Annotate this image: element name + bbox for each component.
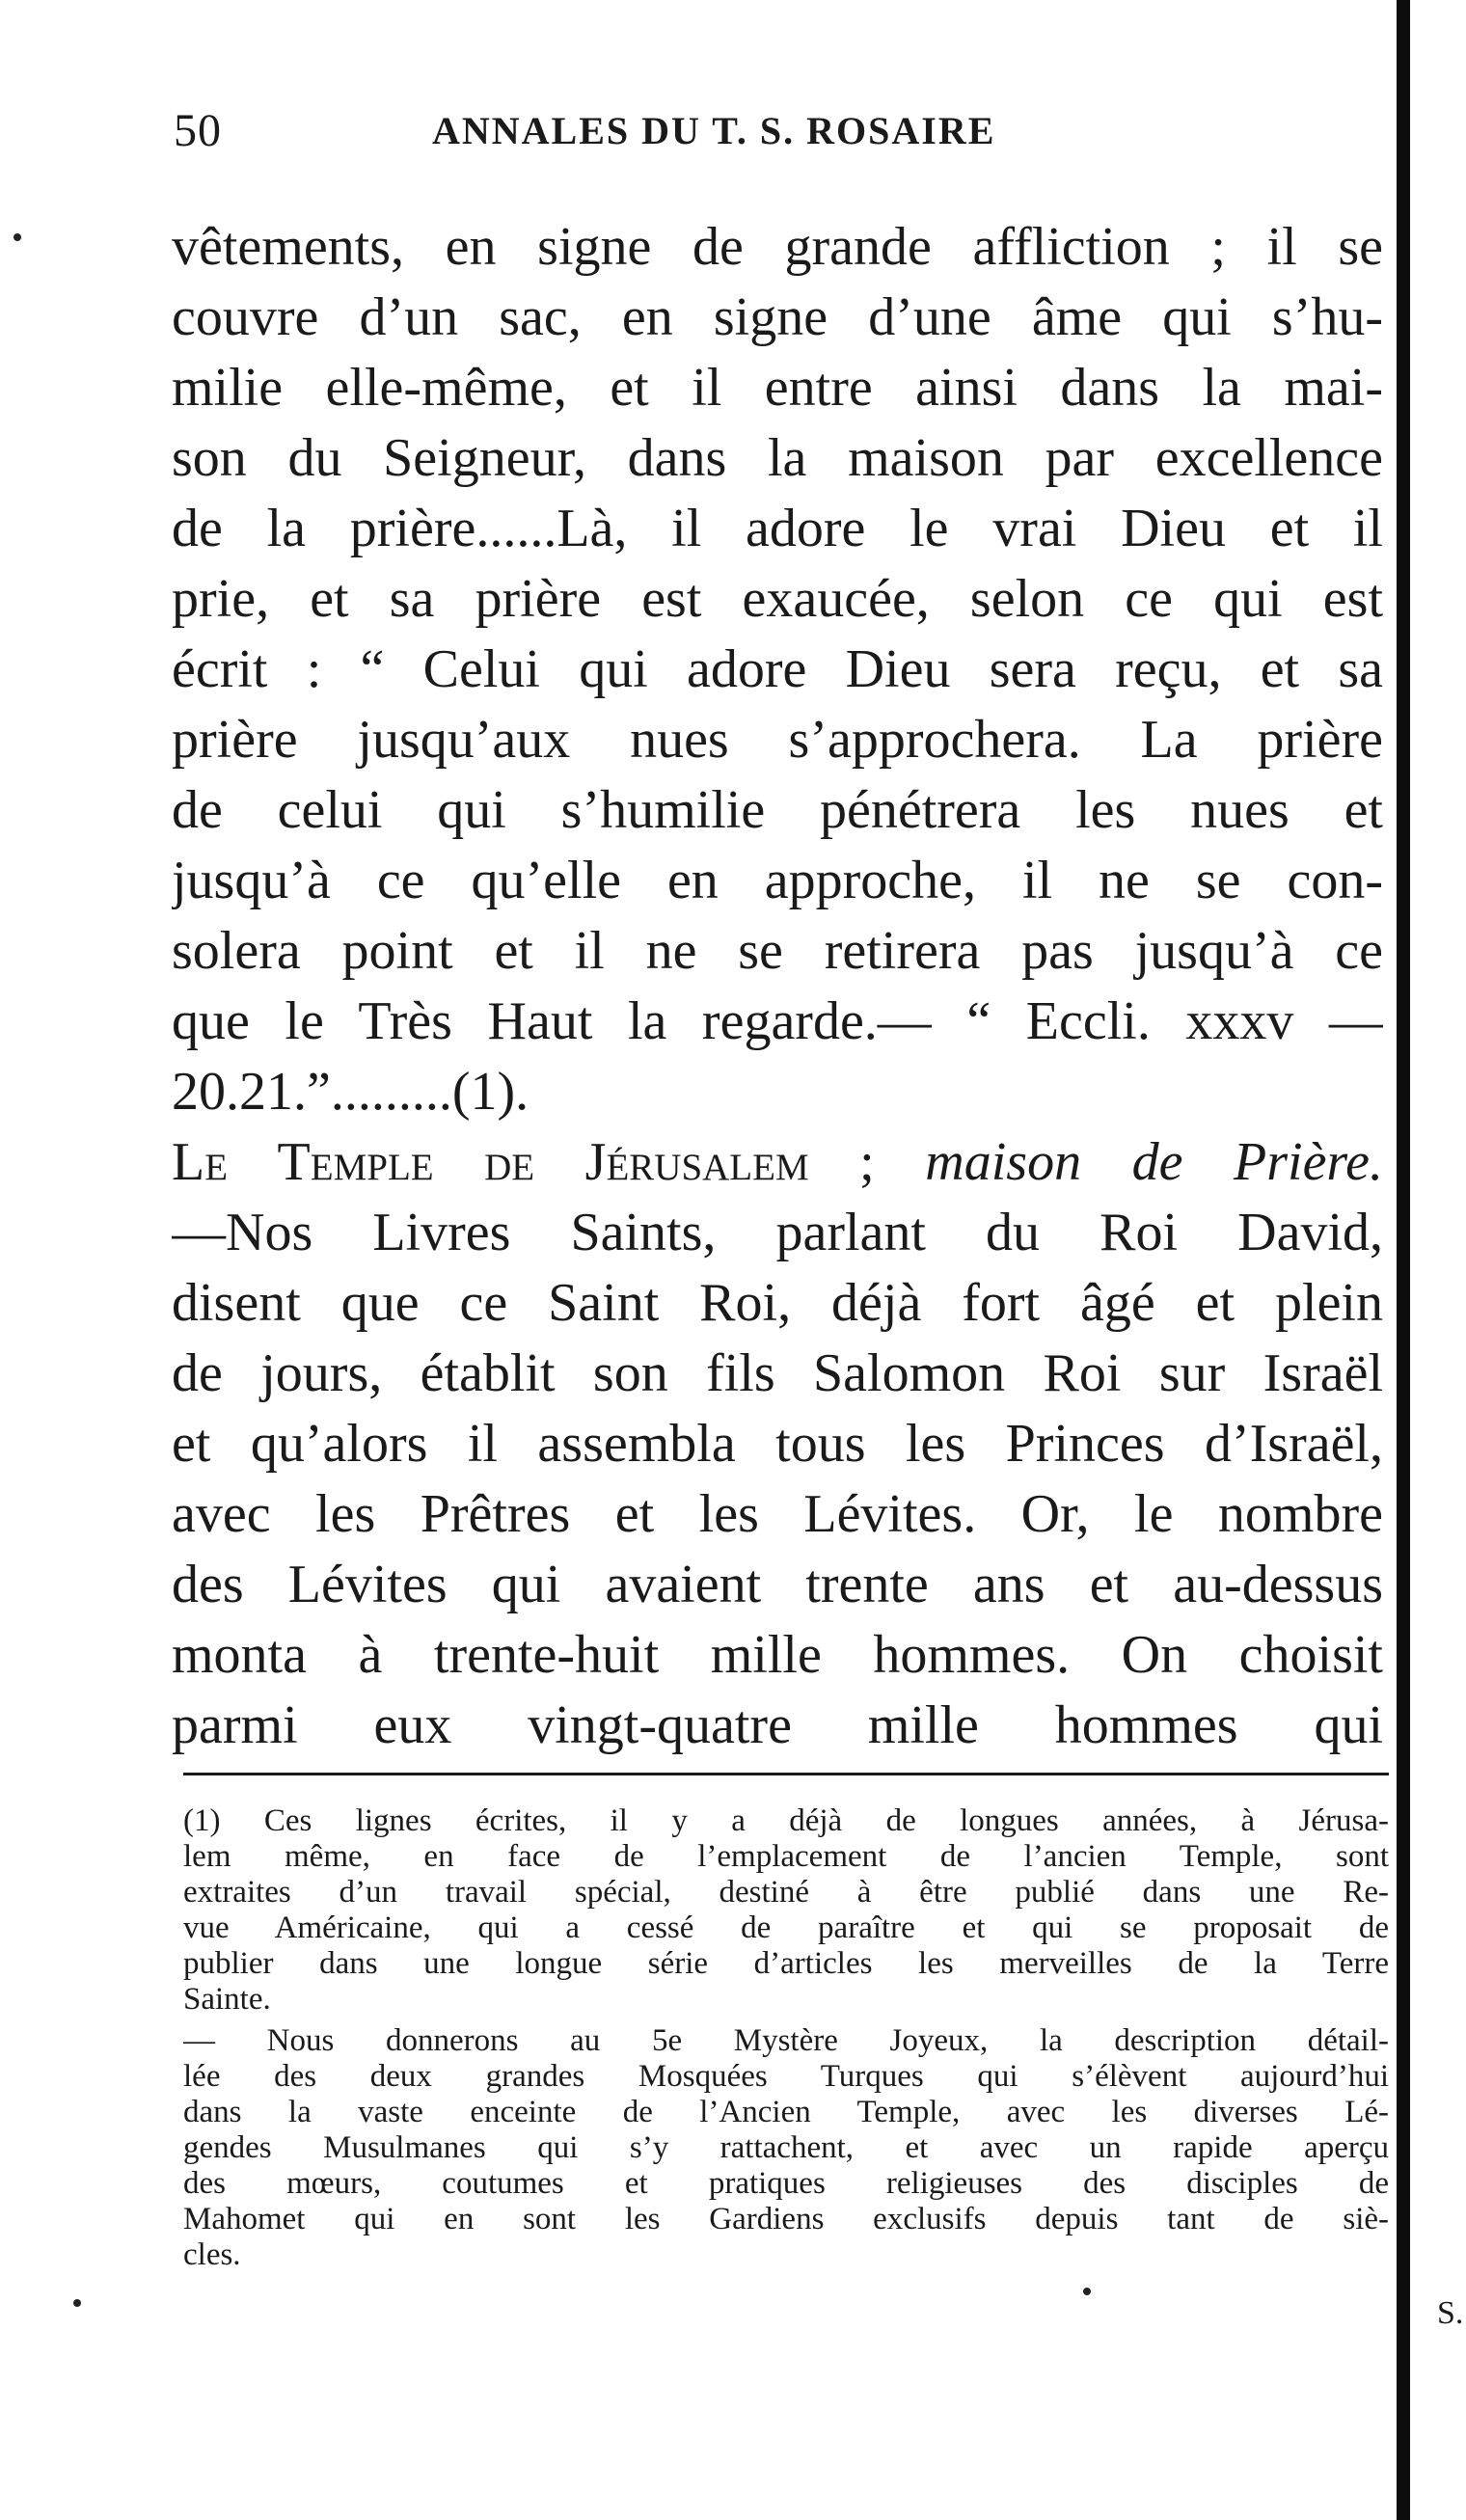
body-line: couvre d’un sac, en signe d’une âme qui s’hu-: [172, 287, 1383, 347]
margin-mark: S.: [1437, 2295, 1464, 2331]
footnote-line: gendes Musulmanes qui s’y rattachent, et avec un rapide aperçu: [183, 2130, 1389, 2165]
footnote-divider: [183, 1773, 1389, 1775]
footnote-line: Sainte.: [183, 1982, 271, 2017]
body-line: prie, et sa prière est exaucée, selon ce qui est: [172, 569, 1383, 629]
binding-edge: [1397, 0, 1410, 2520]
body-line: de la prière......Là, il adore le vrai Dieu et il: [172, 499, 1383, 558]
footnote-line: des mœurs, coutumes et pratiques religieuses des disciples de: [183, 2166, 1389, 2201]
body-line: —Nos Livres Saints, parlant du Roi David,: [172, 1203, 1383, 1262]
section-heading-separator: ;: [808, 1132, 926, 1192]
footnote-line: — Nous donnerons au 5e Mystère Joyeux, la description détail-: [183, 2023, 1389, 2058]
body-line: des Lévites qui avaient trente ans et au-dessus: [172, 1555, 1383, 1614]
body-line: disent que ce Saint Roi, déjà fort âgé et plein: [172, 1273, 1383, 1333]
body-line: monta à trente-huit mille hommes. On choisit: [172, 1625, 1383, 1685]
body-line: 20.21.”.........(1).: [172, 1062, 529, 1122]
footnotes: [183, 1803, 1389, 2273]
speck: [73, 2299, 81, 2307]
body-line: son du Seigneur, dans la maison par excellence: [172, 428, 1383, 488]
footnote-line: publier dans une longue série d’articles les merveilles de la Terre: [183, 1946, 1389, 1981]
footnote-line: extraites d’un travail spécial, destiné à être publié dans une Re-: [183, 1875, 1389, 1910]
body-line: de jours, établit son fils Salomon Roi sur Israël: [172, 1343, 1383, 1403]
body-line: et qu’alors il assembla tous les Princes d’Israël,: [172, 1414, 1383, 1474]
body-line: de celui qui s’humilie pénétrera les nues et: [172, 780, 1383, 840]
running-title: ANNALES DU T. S. ROSAIRE: [432, 109, 996, 152]
footnote-line: lem même, en face de l’emplacement de l’ancien Temple, sont: [183, 1839, 1389, 1874]
footnote-line: (1) Ces lignes écrites, il y a déjà de longues années, à Jérusa-: [183, 1803, 1389, 1838]
footnote-line: dans la vaste enceinte de l’Ancien Temple, avec les diverses Lé-: [183, 2095, 1389, 2129]
body-line: prière jusqu’aux nues s’approchera. La prière: [172, 710, 1383, 770]
running-header: [174, 104, 1398, 172]
footnote-line: cles.: [183, 2237, 241, 2272]
body-line: que le Très Haut la regarde.— “ Eccli. xxxv —: [172, 991, 1383, 1051]
section-heading-title: Le Temple de Jérusalem: [172, 1132, 809, 1192]
footnote-line: lée des deux grandes Mosquées Turques qui s’élèvent aujourd’hui: [183, 2059, 1389, 2094]
body-line: milie elle-même, et il entre ainsi dans la mai-: [172, 358, 1383, 418]
body-line: avec les Prêtres et les Lévites. Or, le nombre: [172, 1484, 1383, 1544]
section-heading: [172, 1127, 1383, 1198]
footnote-line: Mahomet qui en sont les Gardiens exclusifs depuis tant de siè-: [183, 2202, 1389, 2236]
body-line: solera point et il ne se retirera pas jusqu’à ce: [172, 921, 1383, 981]
body-line: écrit : “ Celui qui adore Dieu sera reçu, et sa: [172, 639, 1383, 699]
body-line: vêtements, en signe de grande affliction ; il se: [172, 217, 1383, 277]
page-number: 50: [174, 105, 222, 156]
section-heading-subtitle: maison de Prière.: [925, 1132, 1383, 1192]
speck: [14, 233, 21, 241]
footnote-line: vue Américaine, qui a cessé de paraître et qui se proposait de: [183, 1910, 1389, 1945]
body-text: [172, 212, 1383, 1761]
body-line: parmi eux vingt-quatre mille hommes qui: [172, 1695, 1383, 1755]
speck: [1083, 2288, 1091, 2295]
body-line: jusqu’à ce qu’elle en approche, il ne se con-: [172, 851, 1383, 910]
